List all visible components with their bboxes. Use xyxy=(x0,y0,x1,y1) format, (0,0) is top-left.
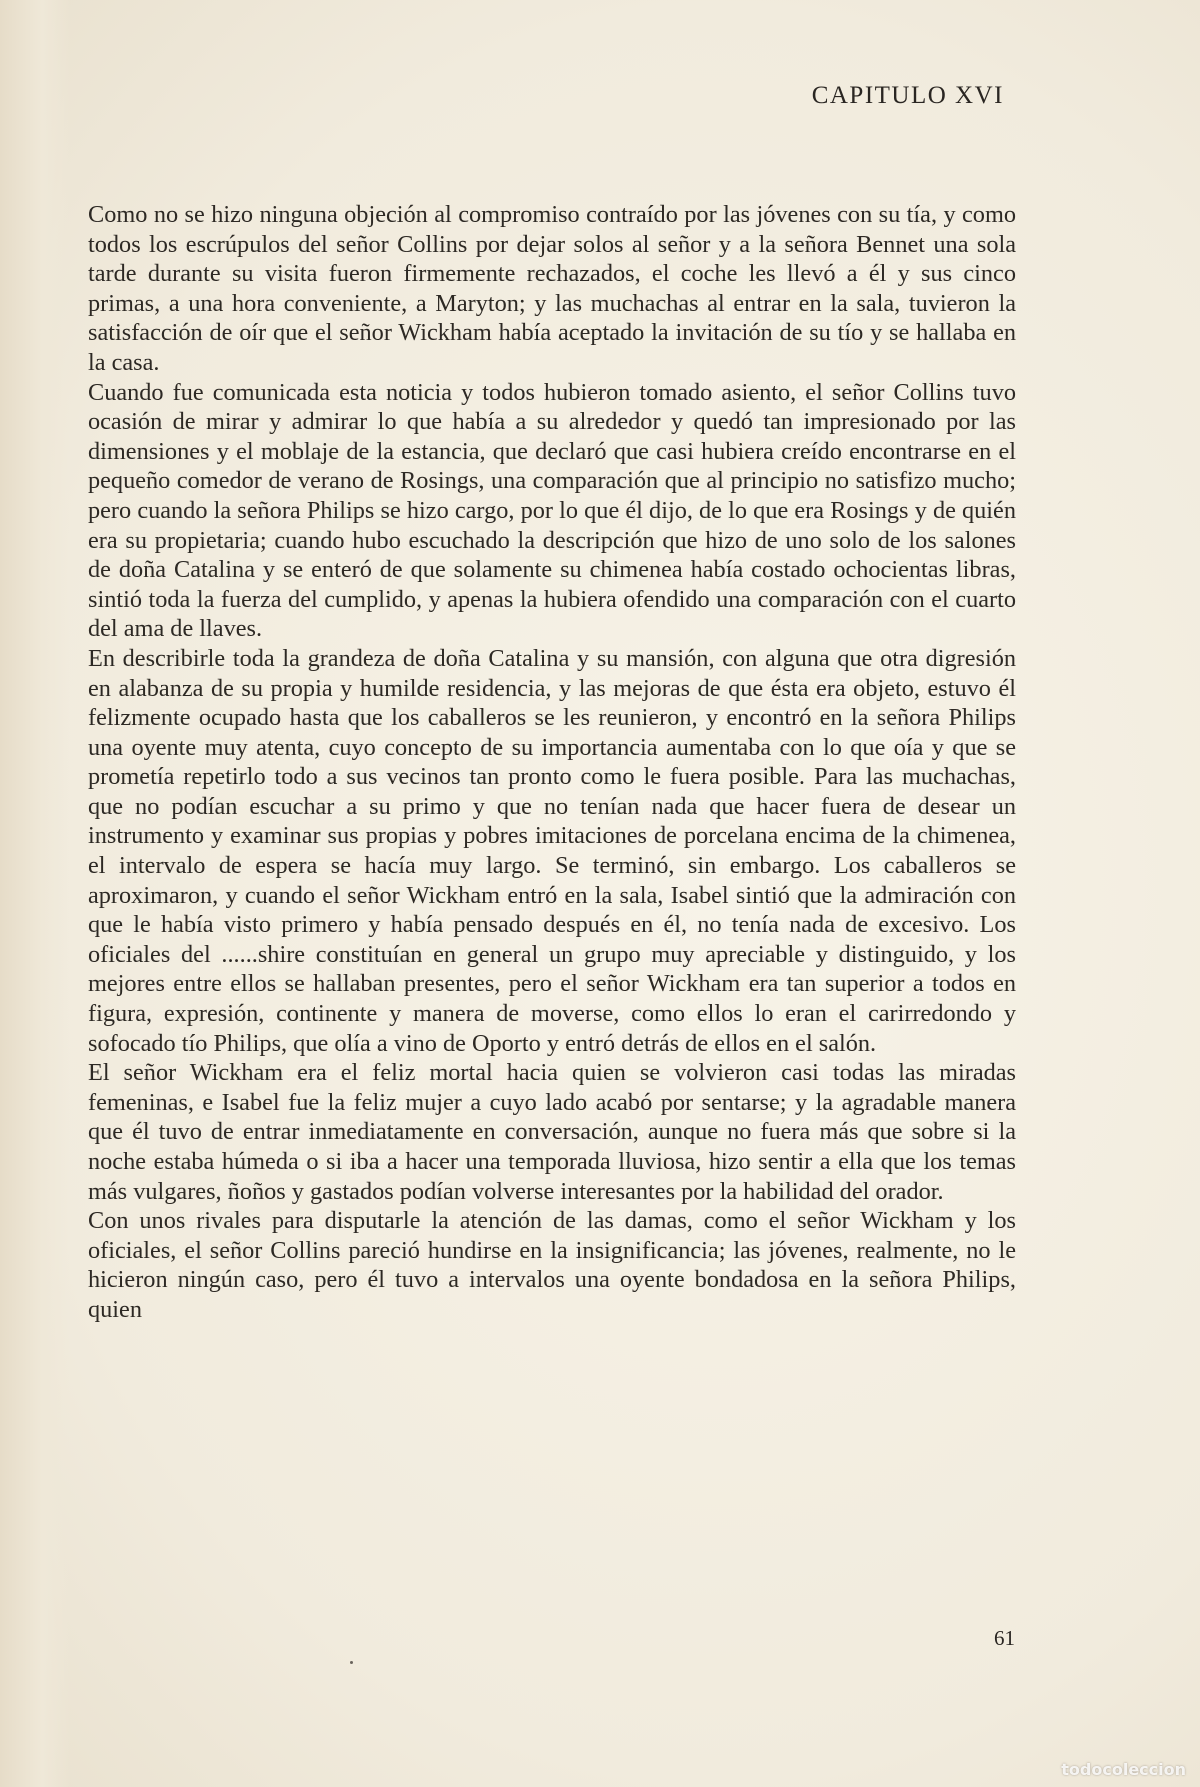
print-speck xyxy=(350,1661,353,1664)
paragraph: Con unos rivales para disputarle la atención de las damas, como el señor Wickham y los oficiales, el señor Collins pareció hundirse en la insignificancia; las jóvenes, realmente, no le hicieron ningún caso, pero él tuvo a intervalos una oyente bondadosa en la señora Philips, quien xyxy=(88,1207,1016,1323)
chapter-body xyxy=(88,200,1016,1325)
paragraph: Como no se hizo ninguna objeción al compromiso contraído por las jóvenes con su tía, y como todos los escrúpulos del señor Collins por dejar solos al señor y a la señora Bennet una sola tarde durante su visita fueron firmemente rechazados, el coche les llevó a él y sus cinco primas, a una hora conveniente, a Maryton; y las muchachas al entrar en la sala, tuvieron la satisfacción de oír que el señor Wickham había aceptado la invitación de su tío y se hallaba en la casa. xyxy=(88,201,1016,376)
paragraph: En describirle toda la grandeza de doña Catalina y su mansión, con alguna que otra digresión en alabanza de su propia y humilde residencia, y las mejoras de que ésta era objeto, estuvo él felizmente ocupado hasta que los caballeros se les reunieron, y encontró en la señora Philips una oyente muy atenta, cuyo concepto de su importancia aumentaba con lo que oía y que se prometía repetirlo todo a sus vecinos tan pronto como le fuera posible. Para las muchachas, que no podían escuchar a su primo y que no tenían nada que hacer fuera de desear un instrumento y examinar sus propias y pobres imitaciones de porcelana encima de la chimenea, el intervalo de espera se hacía muy largo. Se terminó, sin embargo. Los caballeros se aproximaron, y cuando el señor Wickham entró en la sala, Isabel sintió que la admiración con que le había visto primero y había pensado después en él, no tenía nada de excesivo. Los oficiales del ......shire constituían en general un grupo muy apreciable y distinguido, y los mejores entre ellos se hallaban presentes, pero el señor Wickham era tan superior a todos en figura, expresión, continente y manera de moverse, como ellos lo eran el carirredondo y sofocado tío Philips, que olía a vino de Oporto y entró detrás de ellos en el salón. xyxy=(88,644,1016,1057)
paragraph: Cuando fue comunicada esta noticia y todos hubieron tomado asiento, el señor Collins tuvo ocasión de mirar y admirar lo que había a su alrededor y quedó tan impresionado por las dimensiones y el moblaje de la estancia, que declaró que casi hubiera creído encontrarse en el pequeño comedor de verano de Rosings, una comparación que al principio no satisfizo mucho; pero cuando la señora Philips se hizo cargo, por lo que él dijo, de lo que era Rosings y de quién era su propietaria; cuando hubo escuchado la descripción que hizo de uno solo de los salones de doña Catalina y se enteró de que solamente su chimenea había costado ochocientas libras, sintió toda la fuerza del cumplido, y apenas la hubiera ofendido una comparación con el cuarto del ama de llaves. xyxy=(88,378,1016,643)
page-number: 61 xyxy=(994,1626,1015,1650)
page-gutter xyxy=(0,0,70,1787)
chapter-title: CAPITULO XVI xyxy=(811,82,1004,109)
watermark-logo: todocoleccion xyxy=(1061,1760,1186,1779)
paragraph: El señor Wickham era el feliz mortal hacia quien se volvieron casi todas las miradas femeninas, e Isabel fue la feliz mujer a cuyo lado acabó por sentarse; y la agradable manera que él tuvo de entrar inmediatamente en conversación, aunque no fuera más que sobre si la noche estaba húmeda o si iba a hacer una temporada lluviosa, hizo sentir a ella que los temas más vulgares, ñoños y gastados podían volverse interesantes por la habilidad del orador. xyxy=(88,1059,1016,1205)
